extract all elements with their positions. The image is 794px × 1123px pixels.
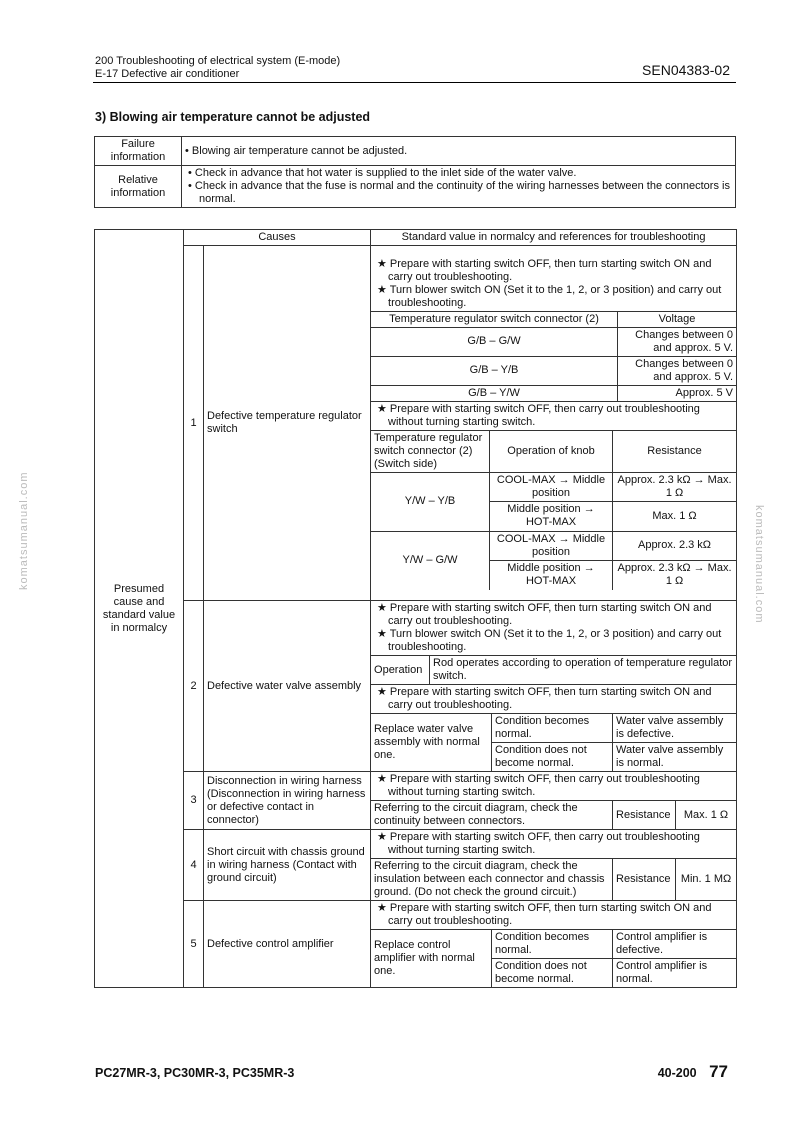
cause-number: 5 — [184, 901, 204, 988]
replace-instruction: Replace control amplifier with normal one. — [371, 930, 492, 988]
result-normal: Water valve assembly is normal. — [613, 743, 737, 772]
voltage-conn-header: Temperature regulator switch connector (2) — [371, 311, 618, 327]
voltage-pins: G/B – Y/W — [371, 385, 618, 401]
cause-name: Disconnection in wiring harness (Disconnection in wiring harness or defective contact in connector) — [204, 772, 371, 830]
check-label: Resistance — [613, 859, 676, 901]
cause-detail — [371, 772, 737, 830]
failure-table — [94, 136, 736, 208]
cause-row-1 — [95, 246, 737, 601]
cause-number: 1 — [184, 246, 204, 601]
failure-text: • Blowing air temperature cannot be adjusted. — [182, 137, 736, 166]
resistance-header: Resistance — [613, 430, 737, 472]
cause-row-5 — [95, 901, 737, 988]
condition-not-normal: Condition does not become normal. — [492, 959, 613, 988]
knob-header: Operation of knob — [490, 430, 613, 472]
voltage-pins: G/B – Y/B — [371, 356, 618, 385]
cause-name: Short circuit with chassis ground in wiring harness (Contact with ground circuit) — [204, 830, 371, 901]
prep-note: ★ Prepare with starting switch OFF, then carry out troubleshooting without turning starting switch. — [371, 402, 736, 431]
cause-name: Defective control amplifier — [204, 901, 371, 988]
standard-header: Standard value in normalcy and references for troubleshooting — [371, 230, 737, 246]
knob-operation: COOL-MAX → Middle position — [490, 531, 613, 561]
footer-page-info — [658, 1062, 728, 1082]
watermark-left: komatsumanual.com — [18, 471, 30, 590]
relative-label: Relative information — [95, 166, 182, 208]
watermark-right: komatsumanual.com — [753, 505, 765, 624]
section-title: 3) Blowing air temperature cannot be adjusted — [95, 110, 371, 124]
relative-cell — [182, 166, 736, 208]
cause-row-2 — [95, 601, 737, 772]
cause-detail — [371, 830, 737, 901]
resistance-value: Approx. 2.3 kΩ — [613, 531, 737, 561]
voltage-value: Changes between 0 and approx. 5 V. — [618, 356, 737, 385]
resistance-pins: Y/W – Y/B — [371, 472, 490, 531]
cause-number: 4 — [184, 830, 204, 901]
knob-operation: Middle position → HOT-MAX — [490, 502, 613, 532]
knob-operation: Middle position → HOT-MAX — [490, 561, 613, 590]
condition-normal: Condition becomes normal. — [492, 930, 613, 959]
footer-models: PC27MR-3, PC30MR-3, PC35MR-3 — [95, 1066, 295, 1080]
prep-note: ★ Prepare with starting switch OFF, then turn starting switch ON and carry out troubleshooting. — [371, 685, 736, 714]
condition-normal: Condition becomes normal. — [492, 714, 613, 743]
prep-note: ★ Prepare with starting switch OFF, then turn starting switch ON and carry out troubleshooting. ★ Turn blower switch ON (Set it to the 1, 2, or 3 position) and carry out troubleshooting. — [371, 257, 736, 312]
check-value: Min. 1 MΩ — [676, 859, 737, 901]
cause-name: Defective water valve assembly — [204, 601, 371, 772]
prep-note: ★ Prepare with starting switch OFF, then turn starting switch ON and carry out troubleshooting. ★ Turn blower switch ON (Set it to the 1, 2, or 3 position) and carry out troubleshooting. — [371, 601, 736, 656]
knob-operation: COOL-MAX → Middle position — [490, 472, 613, 502]
resistance-conn-header: Temperature regulator switch connector (2) (Switch side) — [371, 430, 490, 472]
cause-row-3 — [95, 772, 737, 830]
header-title — [95, 55, 340, 81]
cause-detail — [371, 601, 737, 772]
failure-label: Failure information — [95, 137, 182, 166]
cause-number: 3 — [184, 772, 204, 830]
header-line-2: E-17 Defective air conditioner — [95, 68, 240, 80]
resistance-value: Max. 1 Ω — [613, 502, 737, 532]
check-label: Resistance — [613, 801, 676, 830]
operation-text: Rod operates according to operation of temperature regulator switch. — [430, 656, 737, 685]
footer-page-number: 77 — [709, 1062, 728, 1081]
operation-label: Operation — [371, 656, 430, 685]
replace-instruction: Replace water valve assembly with normal one. — [371, 714, 492, 771]
prep-note: ★ Prepare with starting switch OFF, then carry out troubleshooting without turning starting switch. — [371, 772, 736, 801]
cause-name: Defective temperature regulator switch — [204, 246, 371, 601]
cause-detail — [371, 246, 737, 601]
footer-section: 40-200 — [657, 1066, 697, 1080]
check-value: Max. 1 Ω — [676, 801, 737, 830]
condition-not-normal: Condition does not become normal. — [492, 743, 613, 772]
cause-detail — [371, 901, 737, 988]
resistance-value: Approx. 2.3 kΩ → Max. 1 Ω — [613, 472, 737, 502]
prep-note: ★ Prepare with starting switch OFF, then turn starting switch ON and carry out troubleshooting. — [371, 901, 736, 930]
causes-table — [94, 229, 737, 988]
relative-item-2: • Check in advance that the fuse is normal and the continuity of the wiring harnesses between the connectors is normal. — [188, 180, 730, 205]
voltage-pins: G/B – G/W — [371, 327, 618, 356]
voltage-value: Approx. 5 V — [618, 385, 737, 401]
cause-number: 2 — [184, 601, 204, 772]
header-rule — [93, 82, 736, 83]
cause-row-4 — [95, 830, 737, 901]
result-defective: Control amplifier is defective. — [613, 930, 737, 959]
check-text: Referring to the circuit diagram, check the continuity between connectors. — [371, 801, 613, 830]
header-line-1: 200 Troubleshooting of electrical system (E-mode) — [95, 55, 341, 67]
resistance-value: Approx. 2.3 kΩ → Max. 1 Ω — [613, 561, 737, 590]
prep-note: ★ Prepare with starting switch OFF, then carry out troubleshooting without turning starting switch. — [371, 830, 736, 859]
causes-header: Causes — [184, 230, 371, 246]
check-text: Referring to the circuit diagram, check the insulation between each connector and chassis ground. (Do not check the ground circuit.) — [371, 859, 613, 901]
document-id: SEN04383-02 — [642, 62, 730, 78]
voltage-check-table — [371, 257, 736, 402]
presumed-cause-label: Presumed cause and standard value in normalcy — [95, 230, 184, 988]
result-defective: Water valve assembly is defective. — [613, 714, 737, 743]
relative-item-1: • Check in advance that hot water is supplied to the inlet side of the water valve. — [188, 167, 577, 179]
resistance-check-table — [371, 402, 736, 590]
resistance-pins: Y/W – G/W — [371, 531, 490, 590]
voltage-header: Voltage — [618, 311, 737, 327]
result-normal: Control amplifier is normal. — [613, 959, 737, 988]
voltage-value: Changes between 0 and approx. 5 V. — [618, 327, 737, 356]
